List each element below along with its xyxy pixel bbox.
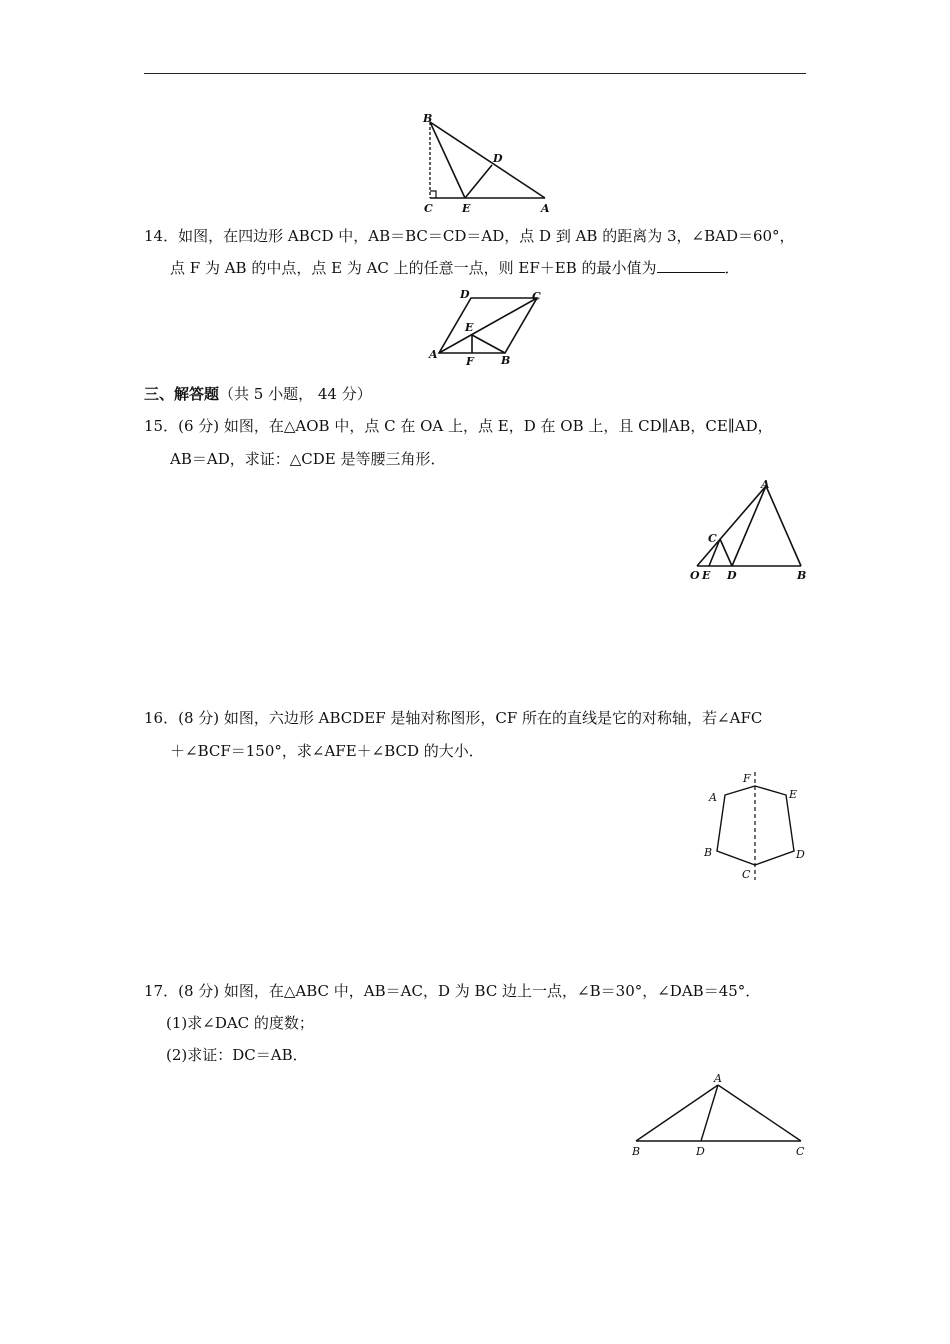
fig16-label-D: D: [796, 848, 805, 861]
fig13-label-C: C: [424, 202, 433, 215]
q14-line2: [170, 258, 740, 278]
section-heading: [144, 384, 372, 404]
section-note: （共 5 小题， 44 分）: [219, 385, 372, 403]
q14-line1: 14．如图，在四边形 ABCD 中，AB＝BC＝CD＝AD，点 D 到 AB 的距离为 3，∠BAD＝60°，: [144, 227, 795, 245]
figure-q15: [684, 476, 814, 584]
q17-line3: (2)求证：DC＝AB．: [166, 1046, 308, 1064]
fig16-label-F: F: [743, 772, 751, 785]
fig16-label-A: A: [709, 791, 717, 804]
fig15-label-E: E: [702, 569, 711, 582]
fig14-label-C: C: [532, 290, 541, 303]
fig17-label-B: B: [632, 1145, 641, 1158]
fig14-label-E: E: [465, 321, 474, 334]
figure-q14: [422, 288, 552, 368]
fig17-label-A: A: [714, 1072, 722, 1085]
fig14-label-F: F: [466, 355, 474, 368]
q14-line2-end: ．: [724, 259, 740, 277]
fig15-label-C: C: [708, 532, 717, 545]
fig15-label-B: B: [797, 569, 807, 582]
section-title: 三、解答题: [144, 385, 220, 403]
q14-line2-text: 点 F 为 AB 的中点，点 E 为 AC 上的任意一点，则 EF＋EB 的最小值为: [170, 259, 657, 277]
fig15-label-A: A: [761, 478, 770, 491]
figure-q17: [626, 1070, 816, 1162]
q16-line2: ＋∠BCF＝150°，求∠AFE＋∠BCD 的大小．: [170, 742, 484, 760]
fig16-label-B: B: [704, 846, 713, 859]
q15-line2: AB＝AD，求证：△CDE 是等腰三角形．: [170, 450, 446, 468]
q16-line1: 16．(8 分) 如图，六边形 ABCDEF 是轴对称图形，CF 所在的直线是它的对称轴，若∠AFC: [144, 709, 763, 727]
fig14-label-D: D: [460, 288, 470, 301]
answer-blank: [657, 258, 725, 273]
fig13-label-E: E: [462, 202, 471, 215]
fig13-label-D: D: [493, 152, 503, 165]
fig14-label-A: A: [429, 348, 438, 361]
fig16-label-E: E: [789, 788, 798, 801]
fig15-label-O: O: [690, 569, 700, 582]
fig16-label-C: C: [742, 868, 751, 881]
q15-line1: 15．(6 分) 如图，在△AOB 中，点 C 在 OA 上，点 E，D 在 OB 上，且 CD∥AB，CE∥AD，: [144, 417, 773, 435]
fig17-label-C: C: [796, 1145, 805, 1158]
fig15-label-D: D: [727, 569, 737, 582]
figure-q16: [700, 768, 812, 884]
fig13-label-B: B: [423, 112, 433, 125]
fig13-label-A: A: [541, 202, 550, 215]
q17-line2: (1)求∠DAC 的度数；: [166, 1014, 314, 1032]
q17-line1: 17．(8 分) 如图，在△ABC 中，AB＝AC，D 为 BC 边上一点，∠B＝30°，∠DAB＝45°．: [144, 982, 761, 1000]
header-rule: [144, 73, 806, 74]
figure-q13: [415, 110, 560, 218]
fig17-label-D: D: [696, 1145, 705, 1158]
fig14-label-B: B: [501, 354, 511, 367]
